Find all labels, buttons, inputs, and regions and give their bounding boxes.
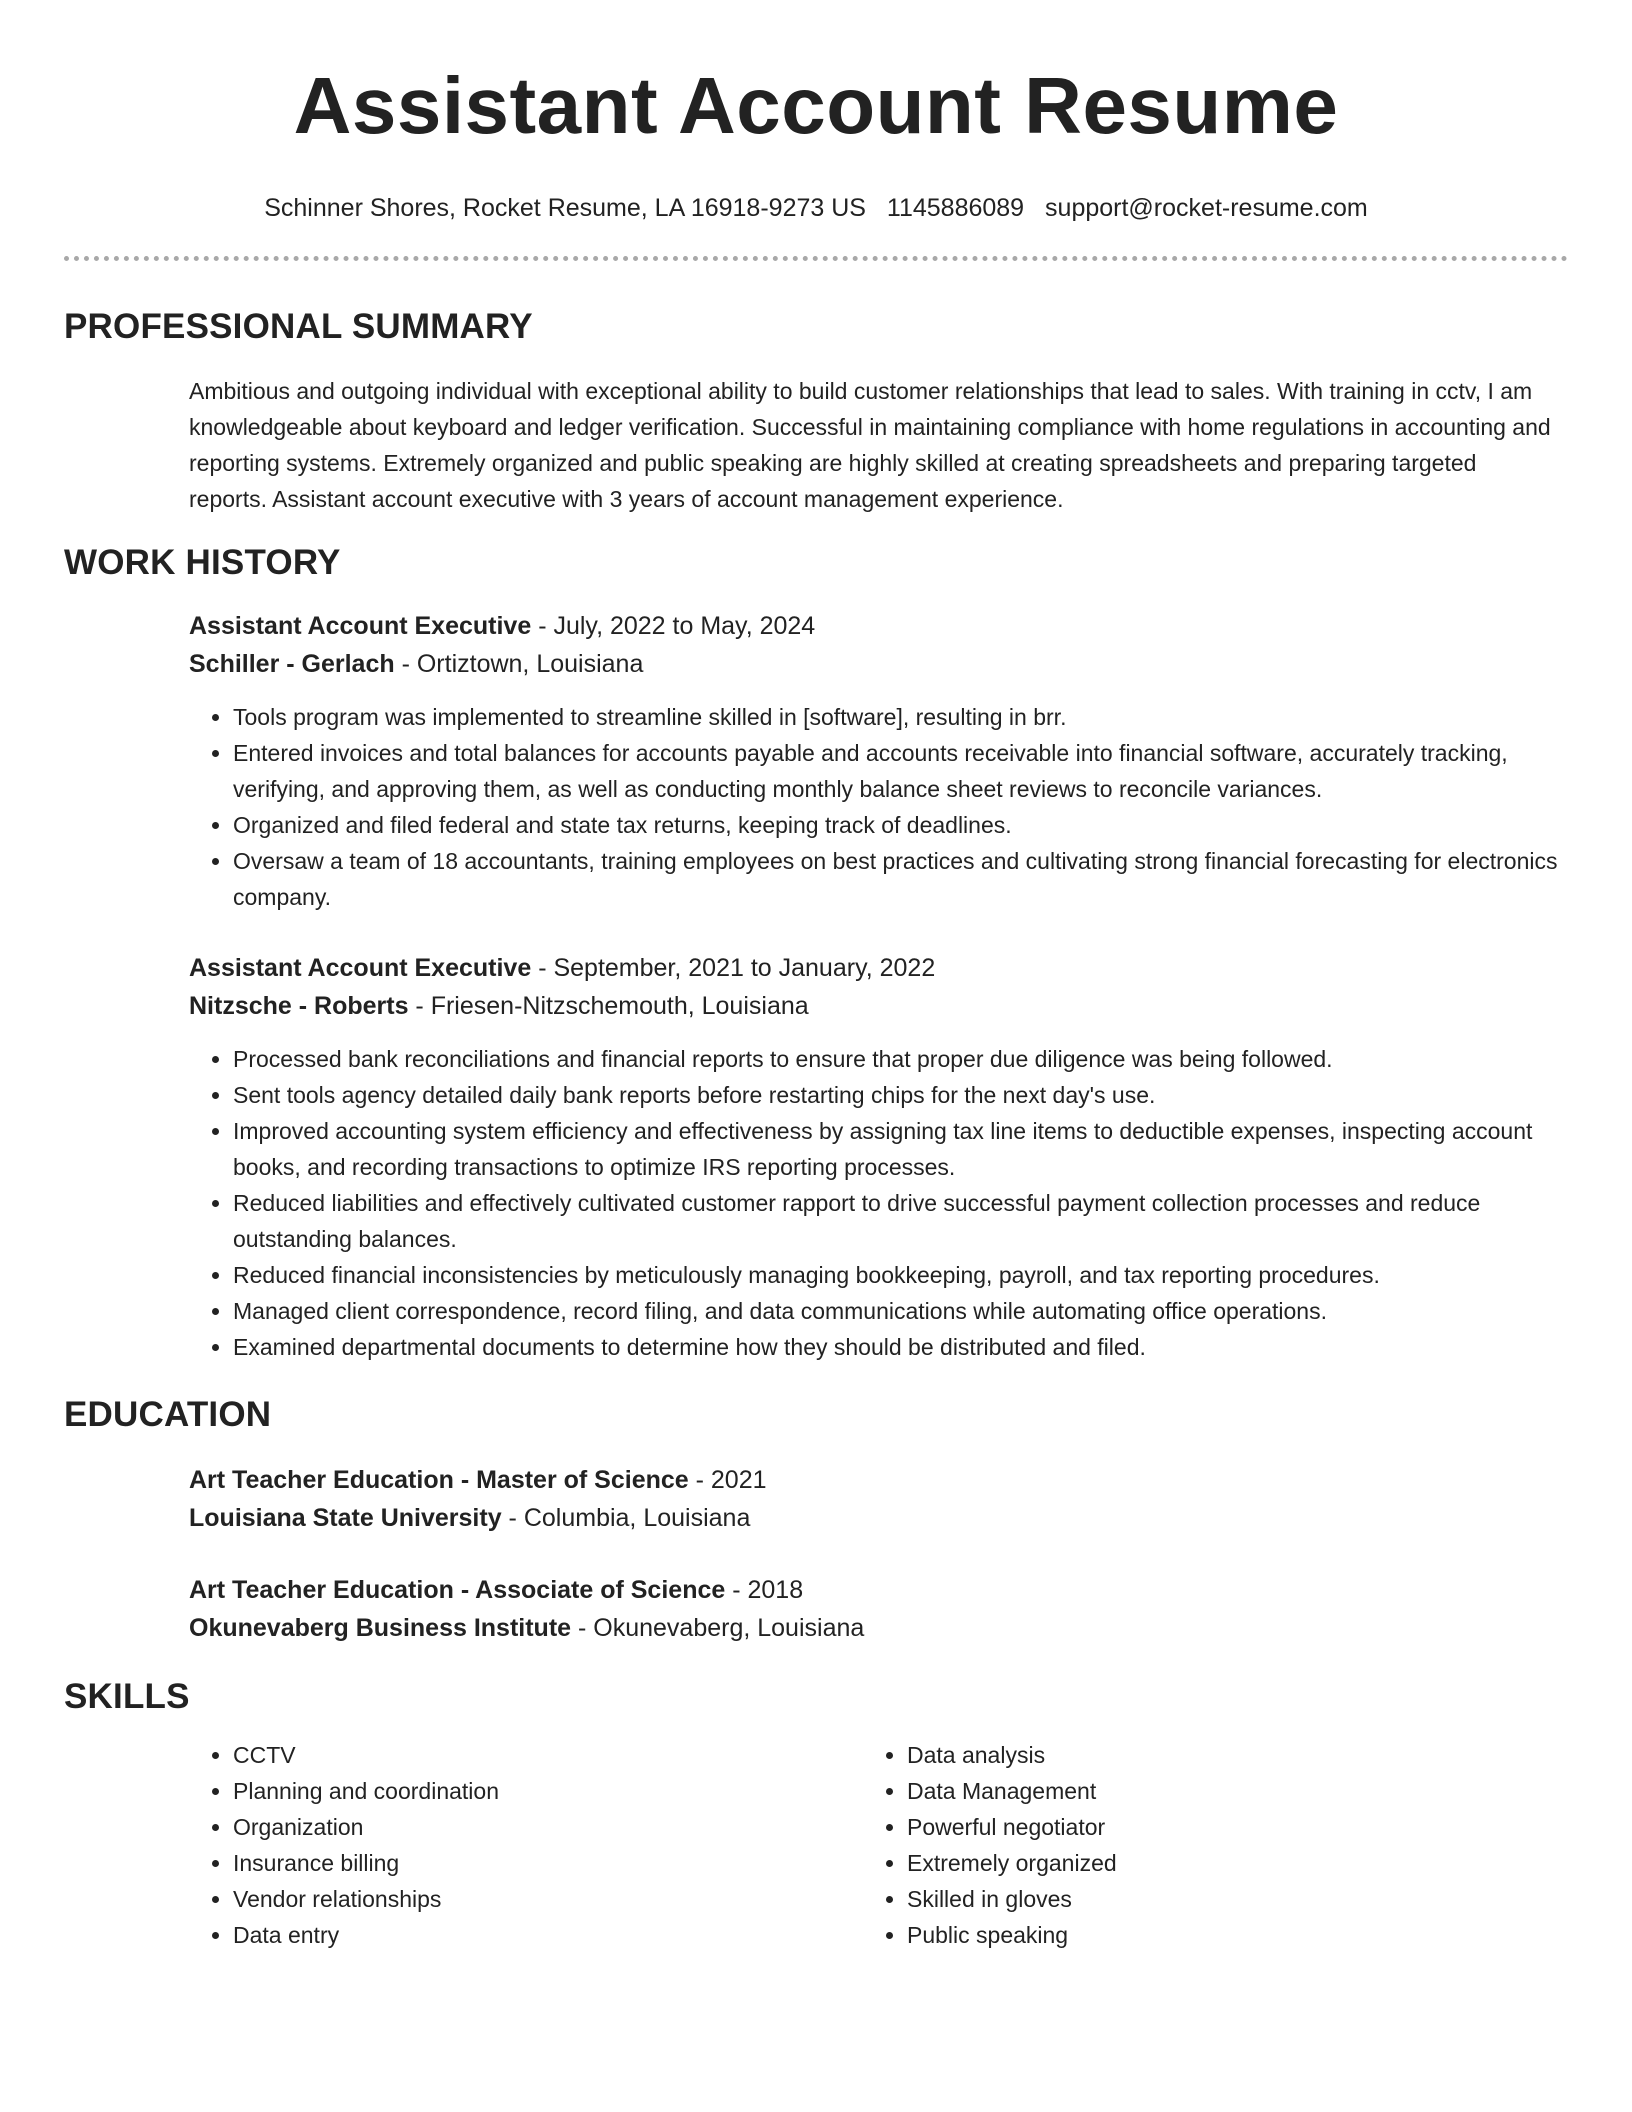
job-company-line [189,987,1568,1025]
contact-email: support@rocket-resume.com [1045,194,1368,222]
job-entry [189,607,1568,915]
skill-item: • Planning and coordination [233,1773,863,1809]
skill-item: • Organization [233,1809,863,1845]
contact-phone: 1145886089 [886,194,1025,222]
degree-line [189,1461,1568,1499]
skill-item: • Skilled in gloves [907,1881,1537,1917]
job-position: Assistant Account Executive [189,954,532,982]
summary-heading: PROFESSIONAL SUMMARY [64,307,533,346]
job-bullets [189,699,1568,915]
skill-item: • Extremely organized [907,1845,1537,1881]
degree-name: Art Teacher Education - Associate of Science [189,1576,726,1604]
skills-left-column [189,1737,863,1953]
skill-item: • Public speaking [907,1917,1537,1953]
education-section [64,1461,1568,1647]
job-location: - Ortiztown, Louisiana [394,650,644,678]
skill-item: • Vendor relationships [233,1881,863,1917]
skill-item: • Data analysis [907,1737,1537,1773]
job-bullet: • Reduced liabilities and effectively cultivated customer rapport to drive successful payment collection processes and reduce outstanding balances. [233,1185,1568,1257]
skill-item: • CCTV [233,1737,863,1773]
education-entry [189,1461,1568,1537]
summary-section [64,373,1568,517]
contact-line [64,192,1568,224]
work-history-heading: WORK HISTORY [64,543,341,582]
degree-name: Art Teacher Education - Master of Science [189,1466,689,1494]
job-bullet: • Improved accounting system efficiency and effectiveness by assigning tax line items to deductible expenses, inspecting account books, and recording transactions to optimize IRS reporting processes. [233,1113,1568,1185]
resume-title: Assistant Account Resume [293,61,1339,150]
skill-item: • Insurance billing [233,1845,863,1881]
job-bullet: • Managed client correspondence, record filing, and data communications while automating office operations. [233,1293,1568,1329]
job-location: - Friesen-Nitzschemouth, Louisiana [408,992,809,1020]
skill-item: • Data entry [233,1917,863,1953]
job-bullet: • Tools program was implemented to streamline skilled in [software], resulting in brr. [233,699,1568,735]
job-company: Nitzsche - Roberts [189,992,409,1020]
skills-right-column [863,1737,1537,1953]
job-position: Assistant Account Executive [189,612,532,640]
skill-item: • Data Management [907,1773,1537,1809]
school-name: Louisiana State University [189,1504,502,1532]
job-bullet: • Sent tools agency detailed daily bank reports before restarting chips for the next day's use. [233,1077,1568,1113]
degree-year: - 2021 [688,1466,767,1494]
school-line [189,1499,1568,1537]
education-entry [189,1571,1568,1647]
school-location: - Columbia, Louisiana [501,1504,751,1532]
job-company-line [189,645,1568,683]
school-line [189,1609,1568,1647]
skills-heading: SKILLS [64,1677,190,1716]
contact-address: Schinner Shores, Rocket Resume, LA 16918-9273 US [264,194,866,222]
job-dates: - July, 2022 to May, 2024 [531,612,816,640]
skills-columns [189,1737,1568,1953]
job-company: Schiller - Gerlach [189,650,395,678]
job-bullet: • Examined departmental documents to determine how they should be distributed and filed. [233,1329,1568,1365]
job-dates: - September, 2021 to January, 2022 [531,954,936,982]
job-title-line [189,949,1568,987]
job-bullet: • Entered invoices and total balances for accounts payable and accounts receivable into financial software, accurately tracking, verifying, and approving them, as well as conducting monthly balance sheet reviews to reconcile variances. [233,735,1568,807]
skills-section [64,1737,1568,1953]
work-history-section [64,607,1568,1365]
summary-text: Ambitious and outgoing individual with exceptional ability to build customer relationships that lead to sales. With training in cctv, I am knowledgeable about keyboard and ledger verification. Successful in maintaining compliance with home regulations in accounting and reporting systems. Extremely organized and public speaking are highly skilled at creating spreadsheets and preparing targeted reports. Assistant account executive with 3 years of account management experience. [189,378,1551,512]
school-name: Okunevaberg Business Institute [189,1614,572,1642]
job-bullet: • Processed bank reconciliations and financial reports to ensure that proper due diligence was being followed. [233,1041,1568,1077]
skill-item: • Powerful negotiator [907,1809,1537,1845]
job-bullet: • Reduced financial inconsistencies by meticulously managing bookkeeping, payroll, and tax reporting procedures. [233,1257,1568,1293]
job-bullet: • Organized and filed federal and state tax returns, keeping track of deadlines. [233,807,1568,843]
job-bullets [189,1041,1568,1365]
job-bullet: • Oversaw a team of 18 accountants, training employees on best practices and cultivating strong financial forecasting for electronics company. [233,843,1568,915]
header-divider [64,256,1568,261]
job-entry [189,949,1568,1365]
degree-year: - 2018 [725,1576,804,1604]
degree-line [189,1571,1568,1609]
school-location: - Okunevaberg, Louisiana [571,1614,865,1642]
education-heading: EDUCATION [64,1395,272,1434]
job-title-line [189,607,1568,645]
